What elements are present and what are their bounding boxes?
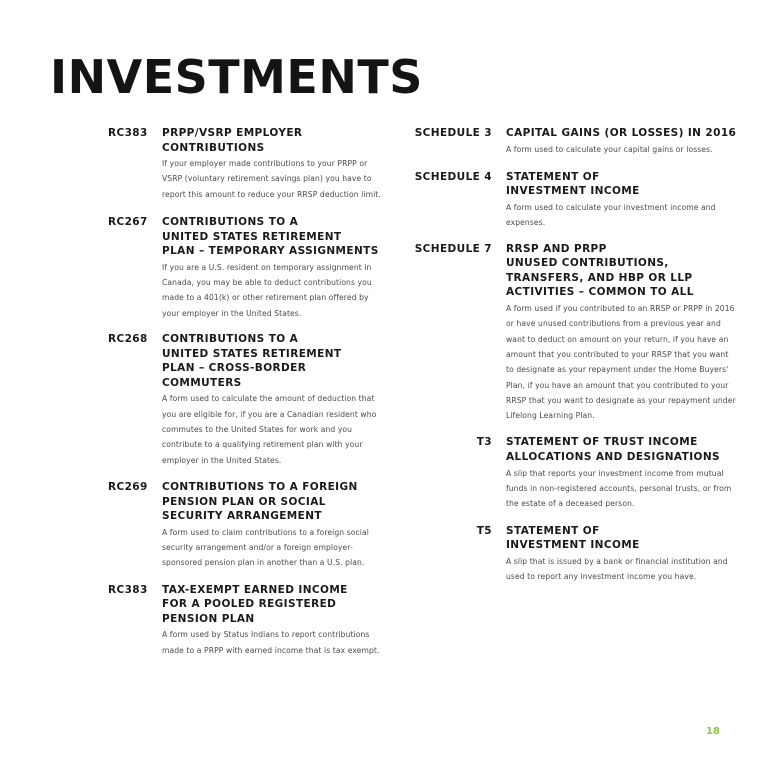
- form-code: T3: [476, 436, 492, 449]
- form-entry-rc269: [62, 480, 382, 571]
- form-description: A slip that is issued by a bank or financial institution and used to report any investment income you have.: [506, 556, 728, 581]
- form-code: SCHEDULE 3: [414, 127, 492, 139]
- form-code: RC383: [108, 583, 148, 596]
- form-body: [506, 126, 738, 157]
- form-description: A form used to claim contributions to a foreign social security arrangement and/or a foreign employer-sponsored pension plan in another than a U.S. plan.: [162, 527, 369, 568]
- form-code: RC383: [108, 127, 148, 139]
- form-body: [162, 215, 382, 321]
- form-description: A slip that reports your investment income from mutual funds in non-registered accounts, personal trusts, or from the estate of a deceased person.: [506, 468, 732, 509]
- form-body: [162, 332, 382, 468]
- form-body: [162, 126, 382, 202]
- page-number: 18: [706, 726, 720, 737]
- left-column: [62, 126, 382, 658]
- form-heading: CAPITAL GAINS (OR LOSSES) IN 2016: [506, 127, 737, 139]
- form-description: A form used by Status Indians to report contributions made to a PRPP with earned income that is tax exempt.: [162, 630, 380, 655]
- form-description: If you are a U.S. resident on temporary assignment in Canada, you may be able to deduct contributions you made to a 401(k) or other retirement plan offered by your employer in the United States.: [162, 262, 372, 318]
- form-entry-rc383-tax-exempt: [62, 583, 382, 658]
- form-entry-rc383-prpp: [62, 126, 382, 202]
- form-entry-schedule-4: [398, 170, 738, 231]
- form-description: A form used to calculate your capital gains or losses.: [506, 144, 713, 154]
- form-code: RC268: [108, 333, 148, 346]
- form-description: A form used if you contributed to an RRSP or PRPP in 2016 or have unused contributions from a previous year and want to deduct on amount on your return, if you have an amount that you contributed to your RRSP that you want to designate as your repayment under the Home Buyers' Plan, if you have an amount that you contributed to your RRSP that you want to designate as your repayment under Lifelong Learning Plan.: [506, 304, 736, 421]
- form-heading: RRSP AND PRPP UNUSED CONTRIBUTIONS, TRANSFERS, AND HBP OR LLP ACTIVITIES – COMMON TO ALL: [506, 242, 694, 299]
- form-description: If your employer made contributions to your PRPP or VSRP (voluntary retirement savings plan) you have to report this amount to reduce your RRSP deduction limit.: [162, 159, 381, 199]
- form-code: SCHEDULE 7: [414, 242, 492, 255]
- form-heading: TAX-EXEMPT EARNED INCOME FOR A POOLED REGISTERED PENSION PLAN: [162, 583, 348, 625]
- form-heading: STATEMENT OF INVESTMENT INCOME: [506, 170, 640, 198]
- form-heading: CONTRIBUTIONS TO A FOREIGN PENSION PLAN OR SOCIAL SECURITY ARRANGEMENT: [162, 480, 358, 523]
- form-entry-schedule-3: [398, 126, 738, 157]
- form-body: [506, 242, 738, 424]
- form-body: [162, 480, 382, 571]
- form-entry-rc268: [62, 332, 382, 468]
- form-body: [506, 524, 738, 585]
- form-body: [506, 170, 738, 231]
- form-body: [162, 583, 382, 658]
- form-code: T5: [476, 524, 492, 537]
- right-column: [398, 126, 738, 584]
- form-code: RC269: [108, 480, 148, 493]
- form-code: SCHEDULE 4: [414, 170, 492, 183]
- form-heading: PRPP/VSRP EMPLOYER CONTRIBUTIONS: [162, 127, 303, 154]
- form-heading: CONTRIBUTIONS TO A UNITED STATES RETIREMENT PLAN – CROSS-BORDER COMMUTERS: [162, 333, 342, 389]
- form-entry-t5: [398, 524, 738, 585]
- form-description: A form used to calculate your investment income and expenses.: [506, 203, 716, 228]
- form-entry-t3: [398, 435, 738, 511]
- form-description: A form used to calculate the amount of deduction that you are eligible for, if you are a Canadian resident who commutes to the United States for work and you contribute to a qualifying retirement plan with your employer in the United States.: [162, 394, 377, 465]
- form-heading: STATEMENT OF TRUST INCOME ALLOCATIONS AND DESIGNATIONS: [506, 436, 720, 464]
- form-code: RC267: [108, 216, 148, 229]
- page-title: INVESTMENTS: [50, 50, 423, 104]
- form-entry-schedule-7: [398, 242, 738, 424]
- form-heading: CONTRIBUTIONS TO A UNITED STATES RETIREMENT PLAN – TEMPORARY ASSIGNMENTS: [162, 216, 379, 258]
- form-heading: STATEMENT OF INVESTMENT INCOME: [506, 524, 640, 552]
- form-body: [506, 435, 738, 511]
- form-entry-rc267: [62, 215, 382, 321]
